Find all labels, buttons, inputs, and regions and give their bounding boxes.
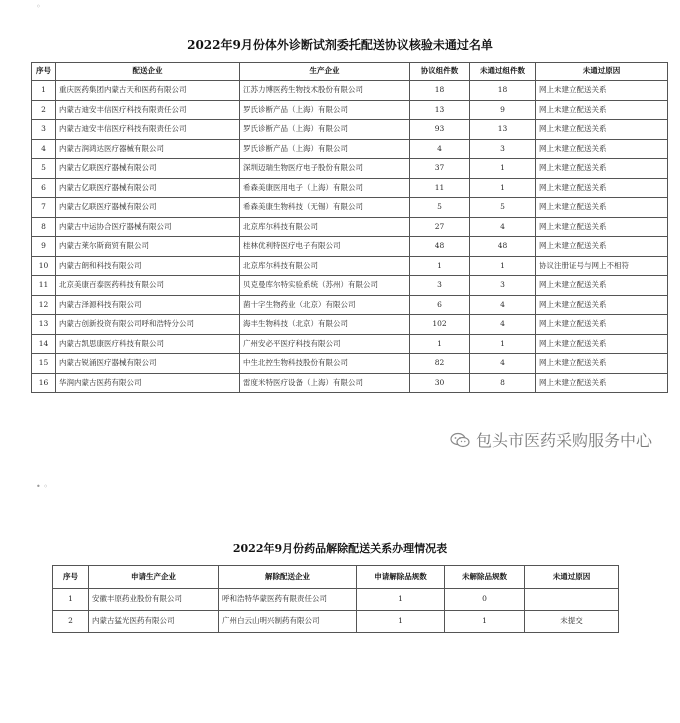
cell-count: 1 <box>410 256 470 276</box>
table2-body <box>53 589 619 633</box>
cell-count: 37 <box>410 159 470 179</box>
cell-index: 6 <box>32 178 56 198</box>
header-reason: 未通过原因 <box>536 63 668 81</box>
table-row <box>32 256 668 276</box>
table-row <box>53 589 619 611</box>
table-header-row <box>53 566 619 589</box>
cell-count: 1 <box>410 334 470 354</box>
table-header-row <box>32 63 668 81</box>
header-index: 序号 <box>53 566 89 589</box>
table-row <box>32 295 668 315</box>
cell-count: 1 <box>470 256 536 276</box>
cell-reason: 网上未建立配送关系 <box>536 139 668 159</box>
cell-index: 9 <box>32 237 56 257</box>
cell-index: 4 <box>32 139 56 159</box>
cell-first-company: 内蒙古朗和科技有限公司 <box>56 256 240 276</box>
cell-index: 2 <box>53 611 89 633</box>
cell-count: 11 <box>410 178 470 198</box>
cell-count: 18 <box>470 81 536 101</box>
cell-count: 1 <box>445 611 525 633</box>
cell-count: 93 <box>410 120 470 140</box>
cell-reason: 网上未建立配送关系 <box>536 159 668 179</box>
cell-index: 2 <box>32 100 56 120</box>
table-row <box>32 120 668 140</box>
cell-first-company: 内蒙古创新投资有限公司呼和浩特分公司 <box>56 315 240 335</box>
cell-count: 1 <box>470 159 536 179</box>
table-row <box>32 139 668 159</box>
cell-count: 82 <box>410 354 470 374</box>
cell-first-company: 内蒙古中运协合医疗器械有限公司 <box>56 217 240 237</box>
table2-title: 2022年9月份药品解除配送关系办理情况表 <box>232 542 448 555</box>
cell-count: 1 <box>357 611 445 633</box>
table-row <box>32 81 668 101</box>
table-row <box>32 198 668 218</box>
header-manufacturer: 生产企业 <box>240 63 410 81</box>
cell-index: 15 <box>32 354 56 374</box>
cell-count: 5 <box>410 198 470 218</box>
cell-first-company: 重庆医药集团内蒙古天和医药有限公司 <box>56 81 240 101</box>
cell-reason: 网上未建立配送关系 <box>536 295 668 315</box>
cell-second-company: 菌十字生物药业（北京）有限公司 <box>240 295 410 315</box>
cell-first-company: 内蒙古锐涌医疗器械有限公司 <box>56 354 240 374</box>
cell-count: 0 <box>445 589 525 611</box>
scan-mark: ◦ <box>36 2 41 11</box>
table-row <box>32 354 668 374</box>
watermark-text: 包头市医药采购服务中心 <box>476 431 653 450</box>
cell-reason: 协议注册证号与网上不相符 <box>536 256 668 276</box>
cell-first-company: 内蒙古泽源科技有限公司 <box>56 295 240 315</box>
cell-count: 3 <box>470 276 536 296</box>
cell-reason: 网上未建立配送关系 <box>536 81 668 101</box>
cell-first-company: 内蒙古亿联医疗器械有限公司 <box>56 159 240 179</box>
cell-count: 4 <box>470 354 536 374</box>
cell-second-company: 桂林优利特医疗电子有限公司 <box>240 237 410 257</box>
cell-second-company: 罗氏诊断产品（上海）有限公司 <box>240 100 410 120</box>
cell-second-company: 江苏力博医药生物技术股份有限公司 <box>240 81 410 101</box>
cell-count: 18 <box>410 81 470 101</box>
cell-count: 30 <box>410 373 470 393</box>
cell-first-company: 安徽丰原药业股份有限公司 <box>89 589 219 611</box>
table-row <box>32 334 668 354</box>
cell-reason <box>525 589 619 611</box>
cell-count: 4 <box>470 217 536 237</box>
cell-first-company: 内蒙古亿联医疗器械有限公司 <box>56 198 240 218</box>
cell-reason: 未提交 <box>525 611 619 633</box>
cell-reason: 网上未建立配送关系 <box>536 217 668 237</box>
cell-second-company: 罗氏诊断产品（上海）有限公司 <box>240 120 410 140</box>
table-row <box>32 217 668 237</box>
cell-second-company: 中生北控生物科技股份有限公司 <box>240 354 410 374</box>
cell-count: 1 <box>470 178 536 198</box>
cell-reason: 网上未建立配送关系 <box>536 198 668 218</box>
header-agreement-count: 协议组件数 <box>410 63 470 81</box>
table1-title: 2022年9月份体外诊断试剂委托配送协议核验未通过名单 <box>187 38 493 52</box>
cell-second-company: 希森美康生物科技（无锡）有限公司 <box>240 198 410 218</box>
cell-second-company: 深圳迈瑞生物医疗电子股份有限公司 <box>240 159 410 179</box>
cell-count: 8 <box>470 373 536 393</box>
cell-second-company: 北京库尔科技有限公司 <box>240 256 410 276</box>
cell-index: 3 <box>32 120 56 140</box>
header-remaining-count: 未解除品规数 <box>445 566 525 589</box>
cell-count: 4 <box>410 139 470 159</box>
table-row <box>32 100 668 120</box>
verification-failed-table <box>31 62 668 393</box>
cell-second-company: 呼和浩特华蒙医药有限责任公司 <box>219 589 357 611</box>
cell-count: 13 <box>410 100 470 120</box>
cell-first-company: 内蒙古猛光医药有限公司 <box>89 611 219 633</box>
cell-index: 12 <box>32 295 56 315</box>
cell-second-company: 雷度米特医疗设备（上海）有限公司 <box>240 373 410 393</box>
cell-count: 4 <box>470 295 536 315</box>
cell-second-company: 罗氏诊断产品（上海）有限公司 <box>240 139 410 159</box>
cell-count: 48 <box>470 237 536 257</box>
table-row <box>32 373 668 393</box>
cell-index: 10 <box>32 256 56 276</box>
cell-count: 5 <box>470 198 536 218</box>
cell-second-company: 广州白云山明兴制药有限公司 <box>219 611 357 633</box>
cell-second-company: 希森美康医用电子（上海）有限公司 <box>240 178 410 198</box>
cell-reason: 网上未建立配送关系 <box>536 354 668 374</box>
cell-first-company: 内蒙古迪安丰信医疗科技有限责任公司 <box>56 120 240 140</box>
table-row <box>32 276 668 296</box>
cell-index: 5 <box>32 159 56 179</box>
delivery-cancellation-table <box>52 565 619 633</box>
cell-index: 11 <box>32 276 56 296</box>
table-row <box>32 237 668 257</box>
cell-count: 1 <box>357 589 445 611</box>
cell-first-company: 内蒙古莱尔斯商贸有限公司 <box>56 237 240 257</box>
cell-first-company: 内蒙古迪安丰信医疗科技有限责任公司 <box>56 100 240 120</box>
cell-reason: 网上未建立配送关系 <box>536 334 668 354</box>
cell-reason: 网上未建立配送关系 <box>536 100 668 120</box>
table-row <box>32 178 668 198</box>
cell-index: 16 <box>32 373 56 393</box>
table1-body <box>32 81 668 393</box>
cell-first-company: 内蒙古润鸿达医疗器械有限公司 <box>56 139 240 159</box>
cell-second-company: 贝克曼库尔特实验系统（苏州）有限公司 <box>240 276 410 296</box>
cell-index: 14 <box>32 334 56 354</box>
header-distributor: 配送企业 <box>56 63 240 81</box>
cell-count: 1 <box>470 334 536 354</box>
cell-first-company: 华润内蒙古医药有限公司 <box>56 373 240 393</box>
cell-reason: 网上未建立配送关系 <box>536 120 668 140</box>
header-reason: 未通过原因 <box>525 566 619 589</box>
cell-count: 27 <box>410 217 470 237</box>
header-requested-count: 申请解除品规数 <box>357 566 445 589</box>
cell-index: 1 <box>32 81 56 101</box>
watermark <box>450 428 652 451</box>
header-applicant: 申请生产企业 <box>89 566 219 589</box>
table-row <box>32 159 668 179</box>
cell-count: 102 <box>410 315 470 335</box>
cell-reason: 网上未建立配送关系 <box>536 373 668 393</box>
cell-count: 3 <box>470 139 536 159</box>
cell-count: 4 <box>470 315 536 335</box>
cell-reason: 网上未建立配送关系 <box>536 178 668 198</box>
wechat-icon <box>450 432 470 448</box>
cell-count: 48 <box>410 237 470 257</box>
cell-second-company: 海丰生物科技（北京）有限公司 <box>240 315 410 335</box>
cell-reason: 网上未建立配送关系 <box>536 315 668 335</box>
cell-first-company: 内蒙古凯思康医疗科技有限公司 <box>56 334 240 354</box>
cell-count: 3 <box>410 276 470 296</box>
header-index: 序号 <box>32 63 56 81</box>
cell-index: 8 <box>32 217 56 237</box>
cell-index: 13 <box>32 315 56 335</box>
cell-count: 13 <box>470 120 536 140</box>
cell-reason: 网上未建立配送关系 <box>536 237 668 257</box>
cell-index: 1 <box>53 589 89 611</box>
cell-first-company: 北京美康百泰医药科技有限公司 <box>56 276 240 296</box>
cell-second-company: 北京库尔科技有限公司 <box>240 217 410 237</box>
scan-mark: • ◦ <box>36 482 48 491</box>
table-row <box>32 315 668 335</box>
cell-second-company: 广州安必平医疗科技有限公司 <box>240 334 410 354</box>
cell-count: 9 <box>470 100 536 120</box>
cell-index: 7 <box>32 198 56 218</box>
table-row <box>53 611 619 633</box>
header-cancelled-distributor: 解除配送企业 <box>219 566 357 589</box>
cell-count: 6 <box>410 295 470 315</box>
header-failed-count: 未通过组件数 <box>470 63 536 81</box>
cell-reason: 网上未建立配送关系 <box>536 276 668 296</box>
cell-first-company: 内蒙古亿联医疗器械有限公司 <box>56 178 240 198</box>
